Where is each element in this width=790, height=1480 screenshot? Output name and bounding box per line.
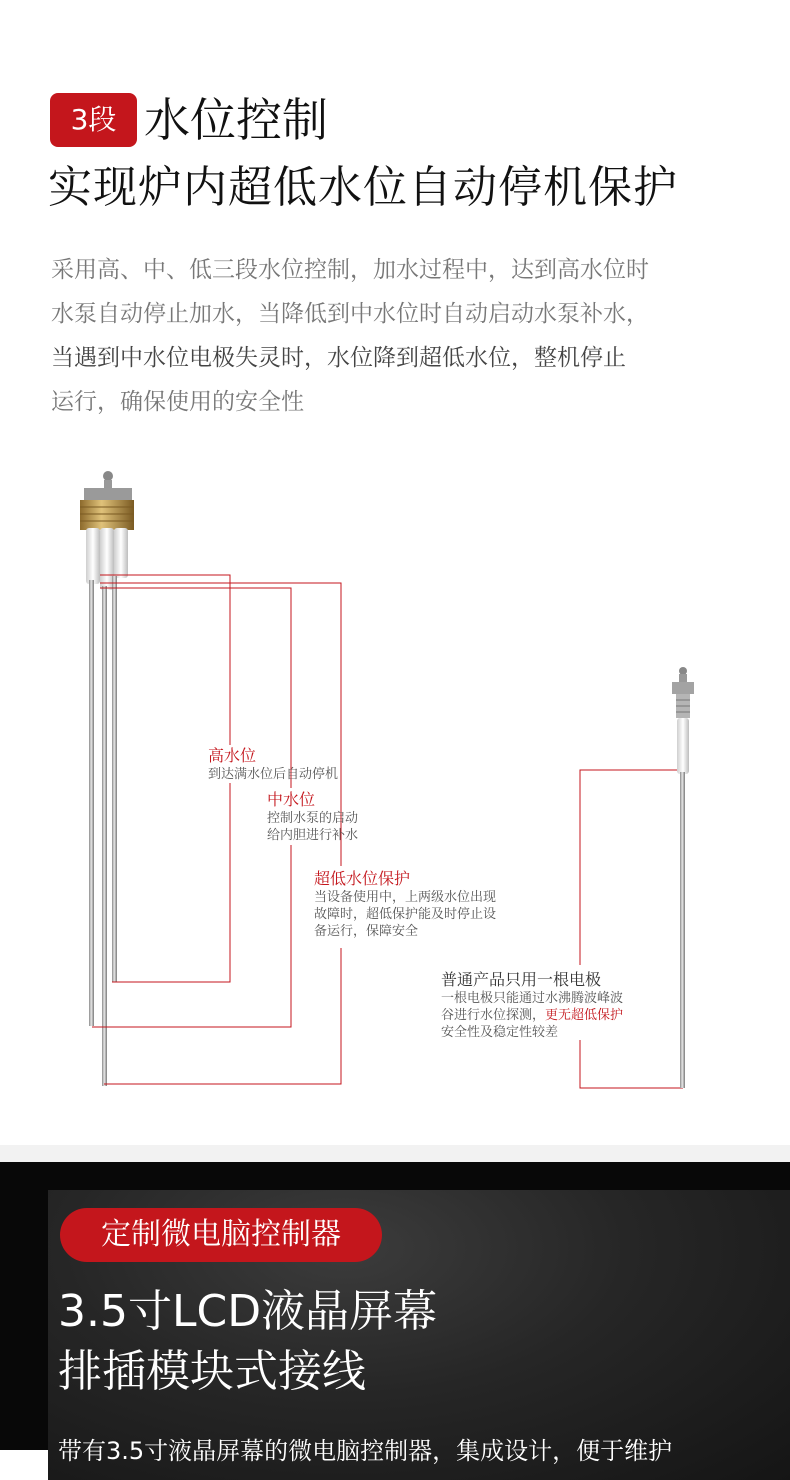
mid-level-desc: 控制水泵的启动 <box>267 811 359 826</box>
mid-level-label <box>267 790 358 844</box>
controller-pill: 定制微电脑控制器 <box>60 1208 382 1262</box>
controller-body: 带有3.5寸液晶屏幕的微电脑控制器，集成设计，便于维护 <box>58 1437 673 1465</box>
section-subtitle: 实现炉内超低水位自动停机保护 <box>48 162 678 213</box>
ordinary-desc-highlight: 更无超低保护 <box>545 1008 624 1023</box>
single-electrode-probe <box>672 667 694 1088</box>
controller-subtitle: 排插模块式接线 <box>58 1346 366 1397</box>
stage-badge: 3段 <box>50 93 137 147</box>
high-level-title: 高水位 <box>208 746 257 765</box>
controller-title: 3.5寸LCD液晶屏幕 <box>58 1286 438 1337</box>
paragraph-line: 采用高、中、低三段水位控制，加水过程中，达到高水位时 <box>51 257 649 283</box>
ordinary-desc-plain: 谷进行水位探测， <box>441 1008 546 1023</box>
ordinary-desc: 安全性及稳定性较差 <box>441 1025 559 1040</box>
section-title: 水位控制 <box>144 93 328 147</box>
low-level-desc: 故障时，超低保护能及时停止设 <box>314 907 497 922</box>
electrode-diagram <box>0 440 790 1120</box>
paragraph-line: 运行，确保使用的安全性 <box>51 389 304 415</box>
description-paragraph <box>51 248 741 424</box>
electrode-illustration <box>0 440 790 1120</box>
ordinary-desc-line2 <box>441 1007 623 1024</box>
mid-level-title: 中水位 <box>267 790 316 809</box>
low-level-desc: 当设备使用中，上两级水位出现 <box>314 890 497 905</box>
ordinary-desc: 一根电极只能通过水沸腾波峰波 <box>441 991 624 1006</box>
high-level-label <box>208 746 338 783</box>
low-level-desc: 备运行，保障安全 <box>314 924 419 939</box>
high-level-desc: 到达满水位后自动停机 <box>208 767 339 782</box>
low-level-label <box>314 869 496 940</box>
three-electrode-probe <box>80 471 134 1086</box>
ordinary-title: 普通产品只用一根电极 <box>441 970 602 989</box>
section-divider <box>0 1145 790 1162</box>
controller-section <box>0 1162 790 1465</box>
low-level-title: 超低水位保护 <box>314 869 411 888</box>
paragraph-line: 水泵自动停止加水，当降低到中水位时自动启动水泵补水， <box>51 301 649 327</box>
paragraph-line: 当遇到中水位电极失灵时，水位降到超低水位，整机停止 <box>51 345 626 371</box>
ordinary-product-label <box>441 970 623 1041</box>
mid-level-desc: 给内胆进行补水 <box>267 828 359 843</box>
